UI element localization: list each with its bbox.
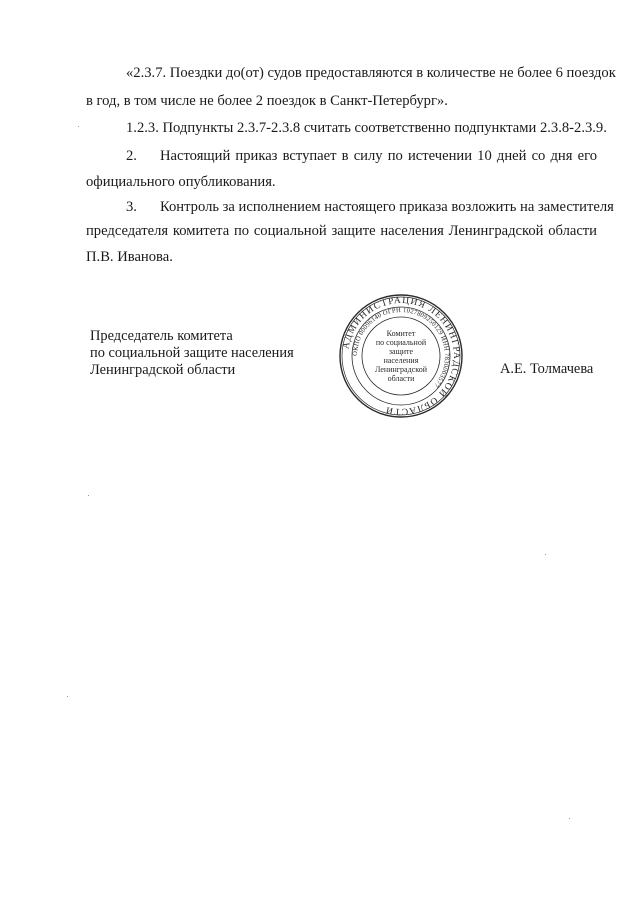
item-237-line1: «2.3.7. Поездки до(от) судов предоставляются в количестве не более 6 поездок [126, 65, 616, 81]
signer-position-line3: Ленинградской области [90, 362, 236, 378]
scan-speck [78, 126, 79, 127]
item-3-number: 3. [126, 199, 137, 215]
signer-position-line2: по социальной защите населения [90, 345, 294, 361]
official-stamp [338, 293, 464, 419]
stamp-center-line4: населения [383, 356, 419, 365]
stamp-center-line5: Ленинградской [375, 365, 427, 374]
item-2-line1: Настоящий приказ вступает в силу по истечении 10 дней со дня его [160, 148, 597, 164]
item-123: 1.2.3. Подпункты 2.3.7-2.3.8 считать соответственно подпунктами 2.3.8-2.3.9. [126, 120, 607, 136]
item-237-line2: в год, в том числе не более 2 поездок в Санкт-Петербург». [86, 93, 448, 109]
stamp-center-line1: Комитет [386, 329, 416, 338]
item-3-line3: П.В. Иванова. [86, 249, 173, 265]
item-2-number: 2. [126, 148, 137, 164]
stamp-center-line6: области [387, 374, 415, 383]
scan-speck [88, 495, 89, 496]
stamp-center-line3: защите [388, 347, 414, 356]
item-3-line2: председателя комитета по социальной защите населения Ленинградской области [86, 223, 597, 239]
stamp-middle-ring-text: ОКПО 00096140 ОГРН 1027809250129 ИНН 7830003577 [351, 306, 451, 389]
signer-position-line1: Председатель комитета [90, 328, 233, 344]
stamp-center-line2: по социальной [375, 338, 427, 347]
stamp-outer-ring-text: АДМИНИСТРАЦИЯ ЛЕНИНГРАДСКОЙ ОБЛАСТИ [341, 295, 462, 417]
signer-name: А.Е. Толмачева [500, 361, 594, 377]
scan-speck [569, 818, 570, 819]
scan-speck [545, 554, 546, 555]
item-3-line1: Контроль за исполнением настоящего приказа возложить на заместителя [160, 199, 614, 215]
item-2-line2: официального опубликования. [86, 174, 276, 190]
scan-speck [67, 696, 68, 697]
